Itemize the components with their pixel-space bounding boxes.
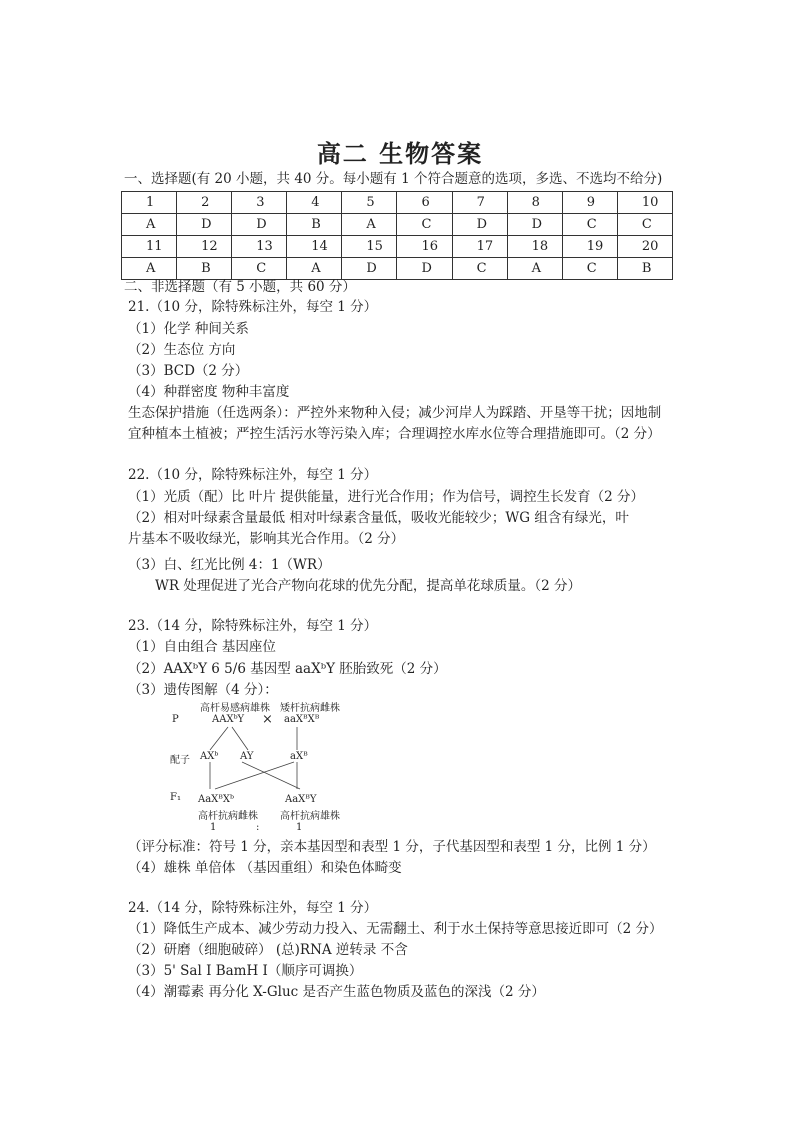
answer-table [121,191,673,280]
table-cell: 6 [397,192,452,214]
gamete-1: AXᵇ [200,751,219,762]
table-cell: 13 [232,236,287,258]
ratio-2: 1 [296,822,303,833]
q22-line5: WR 处理促进了光合产物向花球的优先分配，提高单花球质量。（2 分） [155,578,581,594]
table-cell: C [397,214,452,236]
gamete-2: AY [240,751,254,762]
cross-symbol: × [262,712,273,727]
table-cell: D [452,214,507,236]
q24-line1: （1）降低生产成本、减少劳动力投入、无需翻土、利于水土保持等意思接近即可（2 分） [128,921,663,937]
table-cell: C [562,214,617,236]
table-cell: A [287,258,342,280]
f1-phenotype-1: 高杆抗病雌株 [198,811,258,822]
parent2-genotype: aaXᴮXᴮ [284,714,320,725]
table-cell: 19 [562,236,617,258]
q22-line4: （3）白、红光比例 4：1（WR） [128,557,331,573]
table-row-answers [122,258,673,280]
table-cell: D [397,258,452,280]
q23-line3: （3）遗传图解（4 分）： [128,682,278,698]
table-cell: 5 [342,192,397,214]
q21-line5: 生态保护措施（任选两条）：严控外来物种入侵；减少河岸人为踩踏、开垦等干扰；因地制 [128,405,662,421]
table-cell: 4 [287,192,342,214]
q23-head: 23.（14 分，除特殊标注外，每空 1 分） [128,618,378,634]
q22-line2: （2）相对叶绿素含量最低 相对叶绿素含量低，吸收光能较少；WG 组含有绿光，叶 [128,510,629,526]
q23-line2: （2）AAXᵇY 6 5/6 基因型 aaXᵇY 胚胎致死（2 分） [128,661,447,677]
ratio-1: 1 [210,822,217,833]
parent1-genotype: AAXᵇY [212,714,245,725]
table-cell: 15 [342,236,397,258]
q21-line3: （3）BCD（2 分） [128,363,249,379]
gamete-3: aXᴮ [290,751,308,762]
q21-line4: （4）种群密度 物种丰富度 [128,384,290,400]
table-cell: 12 [177,236,232,258]
f1-phenotype-2: 高杆抗病雄株 [280,811,340,822]
table-cell: B [177,258,232,280]
table-cell: B [617,258,672,280]
q21-line6: 宜种植本土植被；严控生活污水等污染入库；合理调控水库水位等合理措施即可。（2 分） [128,426,661,442]
table-cell: 9 [562,192,617,214]
table-cell: A [122,258,177,280]
q24-line4: （4）潮霉素 再分化 X-Gluc 是否产生蓝色物质及蓝色的深浅（2 分） [128,984,545,1000]
q24-line3: （3）5' Sal Ⅰ BamH Ⅰ（顺序可调换） [128,963,363,979]
f1-genotype-1: AaXᴮXᵇ [198,794,235,805]
table-cell: A [507,258,562,280]
q23-line4: （评分标准：符号 1 分，亲本基因型和表型 1 分，子代基因型和表型 1 分，比例 1 分） [128,839,656,855]
table-cell: 16 [397,236,452,258]
table-cell: D [177,214,232,236]
table-cell: 10 [617,192,672,214]
genetic-cross-diagram [160,694,380,834]
table-cell: C [232,258,287,280]
table-cell: A [342,214,397,236]
q23-line5: （4）雄株 单倍体 （基因重组）和染色体畸变 [128,860,402,876]
table-cell: C [452,258,507,280]
p-label: P [172,714,179,725]
section1-header: 一、选择题(有 20 小题，共 40 分。每小题有 1 个符合题意的选项，多选、不选均不给分) [124,171,663,187]
table-row-answers [122,214,673,236]
table-row-question-numbers [122,236,673,258]
ratio-colon: : [256,822,260,833]
table-cell: 3 [232,192,287,214]
table-cell: 18 [507,236,562,258]
table-cell: 7 [452,192,507,214]
table-cell: C [562,258,617,280]
q22-line1: （1）光质（配）比 叶片 提供能量，进行光合作用；作为信号，调控生长发育（2 分） [128,489,645,505]
gamete-label: 配子 [170,755,190,766]
table-cell: 14 [287,236,342,258]
table-cell: C [617,214,672,236]
table-row-question-numbers [122,192,673,214]
table-cell: B [287,214,342,236]
section2-header: 二、非选择题（有 5 小题，共 60 分） [124,279,356,295]
q21-line1: （1）化学 种间关系 [128,321,249,337]
table-cell: 1 [122,192,177,214]
q21-line2: （2）生态位 方向 [128,342,236,358]
table-cell: D [232,214,287,236]
table-cell: 20 [617,236,672,258]
q22-line3: 片基本不吸收绿光，影响其光合作用。（2 分） [128,531,405,547]
f1-label: F₁ [170,792,181,803]
table-cell: D [342,258,397,280]
table-cell: 8 [507,192,562,214]
q21-head: 21.（10 分，除特殊标注外，每空 1 分） [128,299,378,315]
page-title: 高二 生物答案 [316,139,484,168]
table-cell: 17 [452,236,507,258]
q22-head: 22.（10 分，除特殊标注外，每空 1 分） [128,467,378,483]
parent2-phenotype: 矮杆抗病雌株 [280,703,340,714]
f1-genotype-2: AaXᴮY [285,794,317,805]
table-cell: 2 [177,192,232,214]
q24-head: 24.（14 分，除特殊标注外，每空 1 分） [128,900,378,916]
parent1-phenotype: 高杆易感病雄株 [200,703,270,714]
q23-line1: （1）自由组合 基因座位 [128,639,276,655]
table-cell: 11 [122,236,177,258]
table-cell: D [507,214,562,236]
q24-line2: （2）研磨（细胞破碎） (总)RNA 逆转录 不含 [128,942,408,958]
table-cell: A [122,214,177,236]
